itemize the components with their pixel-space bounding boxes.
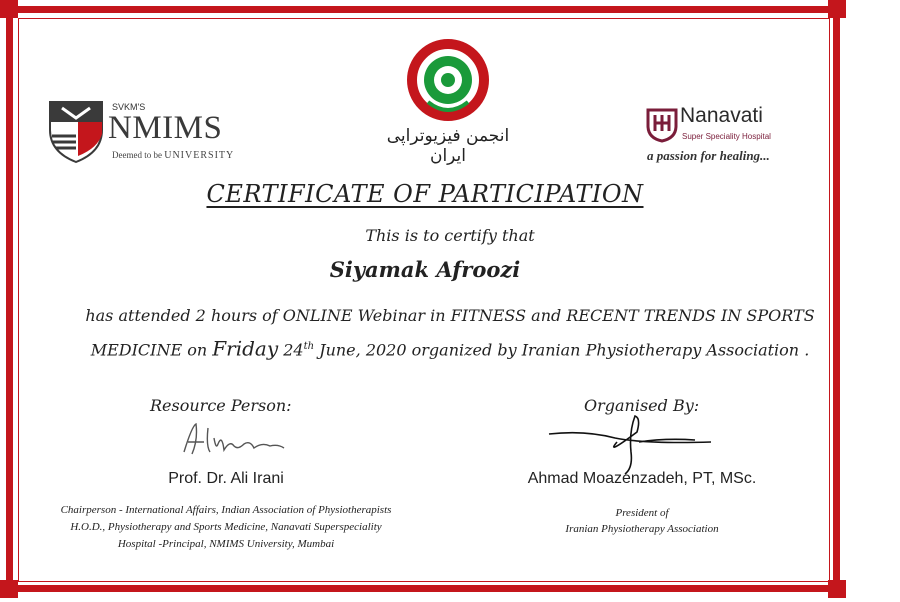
resource-person-name: Prof. Dr. Ali Irani	[168, 470, 284, 487]
nanavati-emblem-icon	[646, 106, 678, 142]
certificate-title-text: CERTIFICATE OF PARTICIPATION	[206, 180, 644, 208]
nanavati-subtitle: Super Speciality Hospital	[682, 132, 771, 141]
organiser-name: Ahmad Moazenzadeh, PT, MSc.	[527, 470, 757, 487]
resource-person-label: Resource Person:	[150, 396, 292, 415]
certificate-title	[0, 180, 850, 208]
nmims-emblem-icon	[48, 100, 104, 164]
resource-person-roles	[26, 502, 426, 553]
border-corner-top-left	[0, 0, 18, 18]
nmims-wordmark: NMIMS	[108, 110, 223, 146]
nmims-tagline	[112, 150, 234, 161]
organiser-signature	[545, 412, 725, 476]
organiser-role-line: President of	[615, 507, 669, 519]
nmims-parent-name: SVKM'S	[112, 102, 146, 112]
body-text-part2: June, 2020 organized by Iranian Physiotherapy Association .	[319, 340, 810, 360]
resource-role-line: Hospital -Principal, NMIMS University, Mumbai	[117, 538, 335, 550]
ipa-emblem-icon	[378, 24, 536, 126]
nanavati-wordmark: Nanavati	[680, 104, 763, 127]
body-date-suffix: th	[303, 341, 315, 352]
resource-role-line: H.O.D., Physiotherapy and Sports Medicine, Nanavati Superspeciality	[70, 521, 382, 533]
organised-by-label: Organised By:	[584, 396, 700, 415]
nanavati-logo	[642, 104, 812, 168]
body-day: Friday	[212, 336, 279, 361]
ipa-ring-text: IRANIAN PHYSIOTHERAPY ASSOCIATION	[378, 24, 536, 32]
border-corner-bottom-left	[0, 580, 18, 598]
resource-role-line: Chairperson - International Affairs, Indian Association of Physiotherapists	[60, 504, 392, 516]
body-text-part1: has attended 2 hours of ONLINE Webinar in FITNESS and RECENT TRENDS IN SPORTS MEDICINE on	[85, 306, 815, 360]
organiser-role-line: Iranian Physiotherapy Association	[565, 523, 719, 535]
nmims-tag-prefix: Deemed to be	[112, 150, 162, 160]
ipa-logo	[378, 24, 536, 170]
certify-line: This is to certify that	[365, 226, 535, 245]
nmims-tag-main: UNIVERSITY	[164, 150, 235, 161]
recipient-name: Siyamak Afroozi	[329, 257, 521, 282]
nmims-logo	[48, 100, 248, 166]
certificate-body	[80, 300, 820, 365]
border-corner-top-right	[828, 0, 846, 18]
border-corner-bottom-right	[828, 580, 846, 598]
resource-person-signature	[178, 420, 288, 460]
body-date-num: 24	[283, 340, 304, 360]
ipa-arabic-name: انجمن فیزیوتراپی ایران	[386, 126, 510, 166]
organiser-roles	[542, 505, 742, 537]
nanavati-tagline: a passion for healing...	[647, 148, 770, 163]
